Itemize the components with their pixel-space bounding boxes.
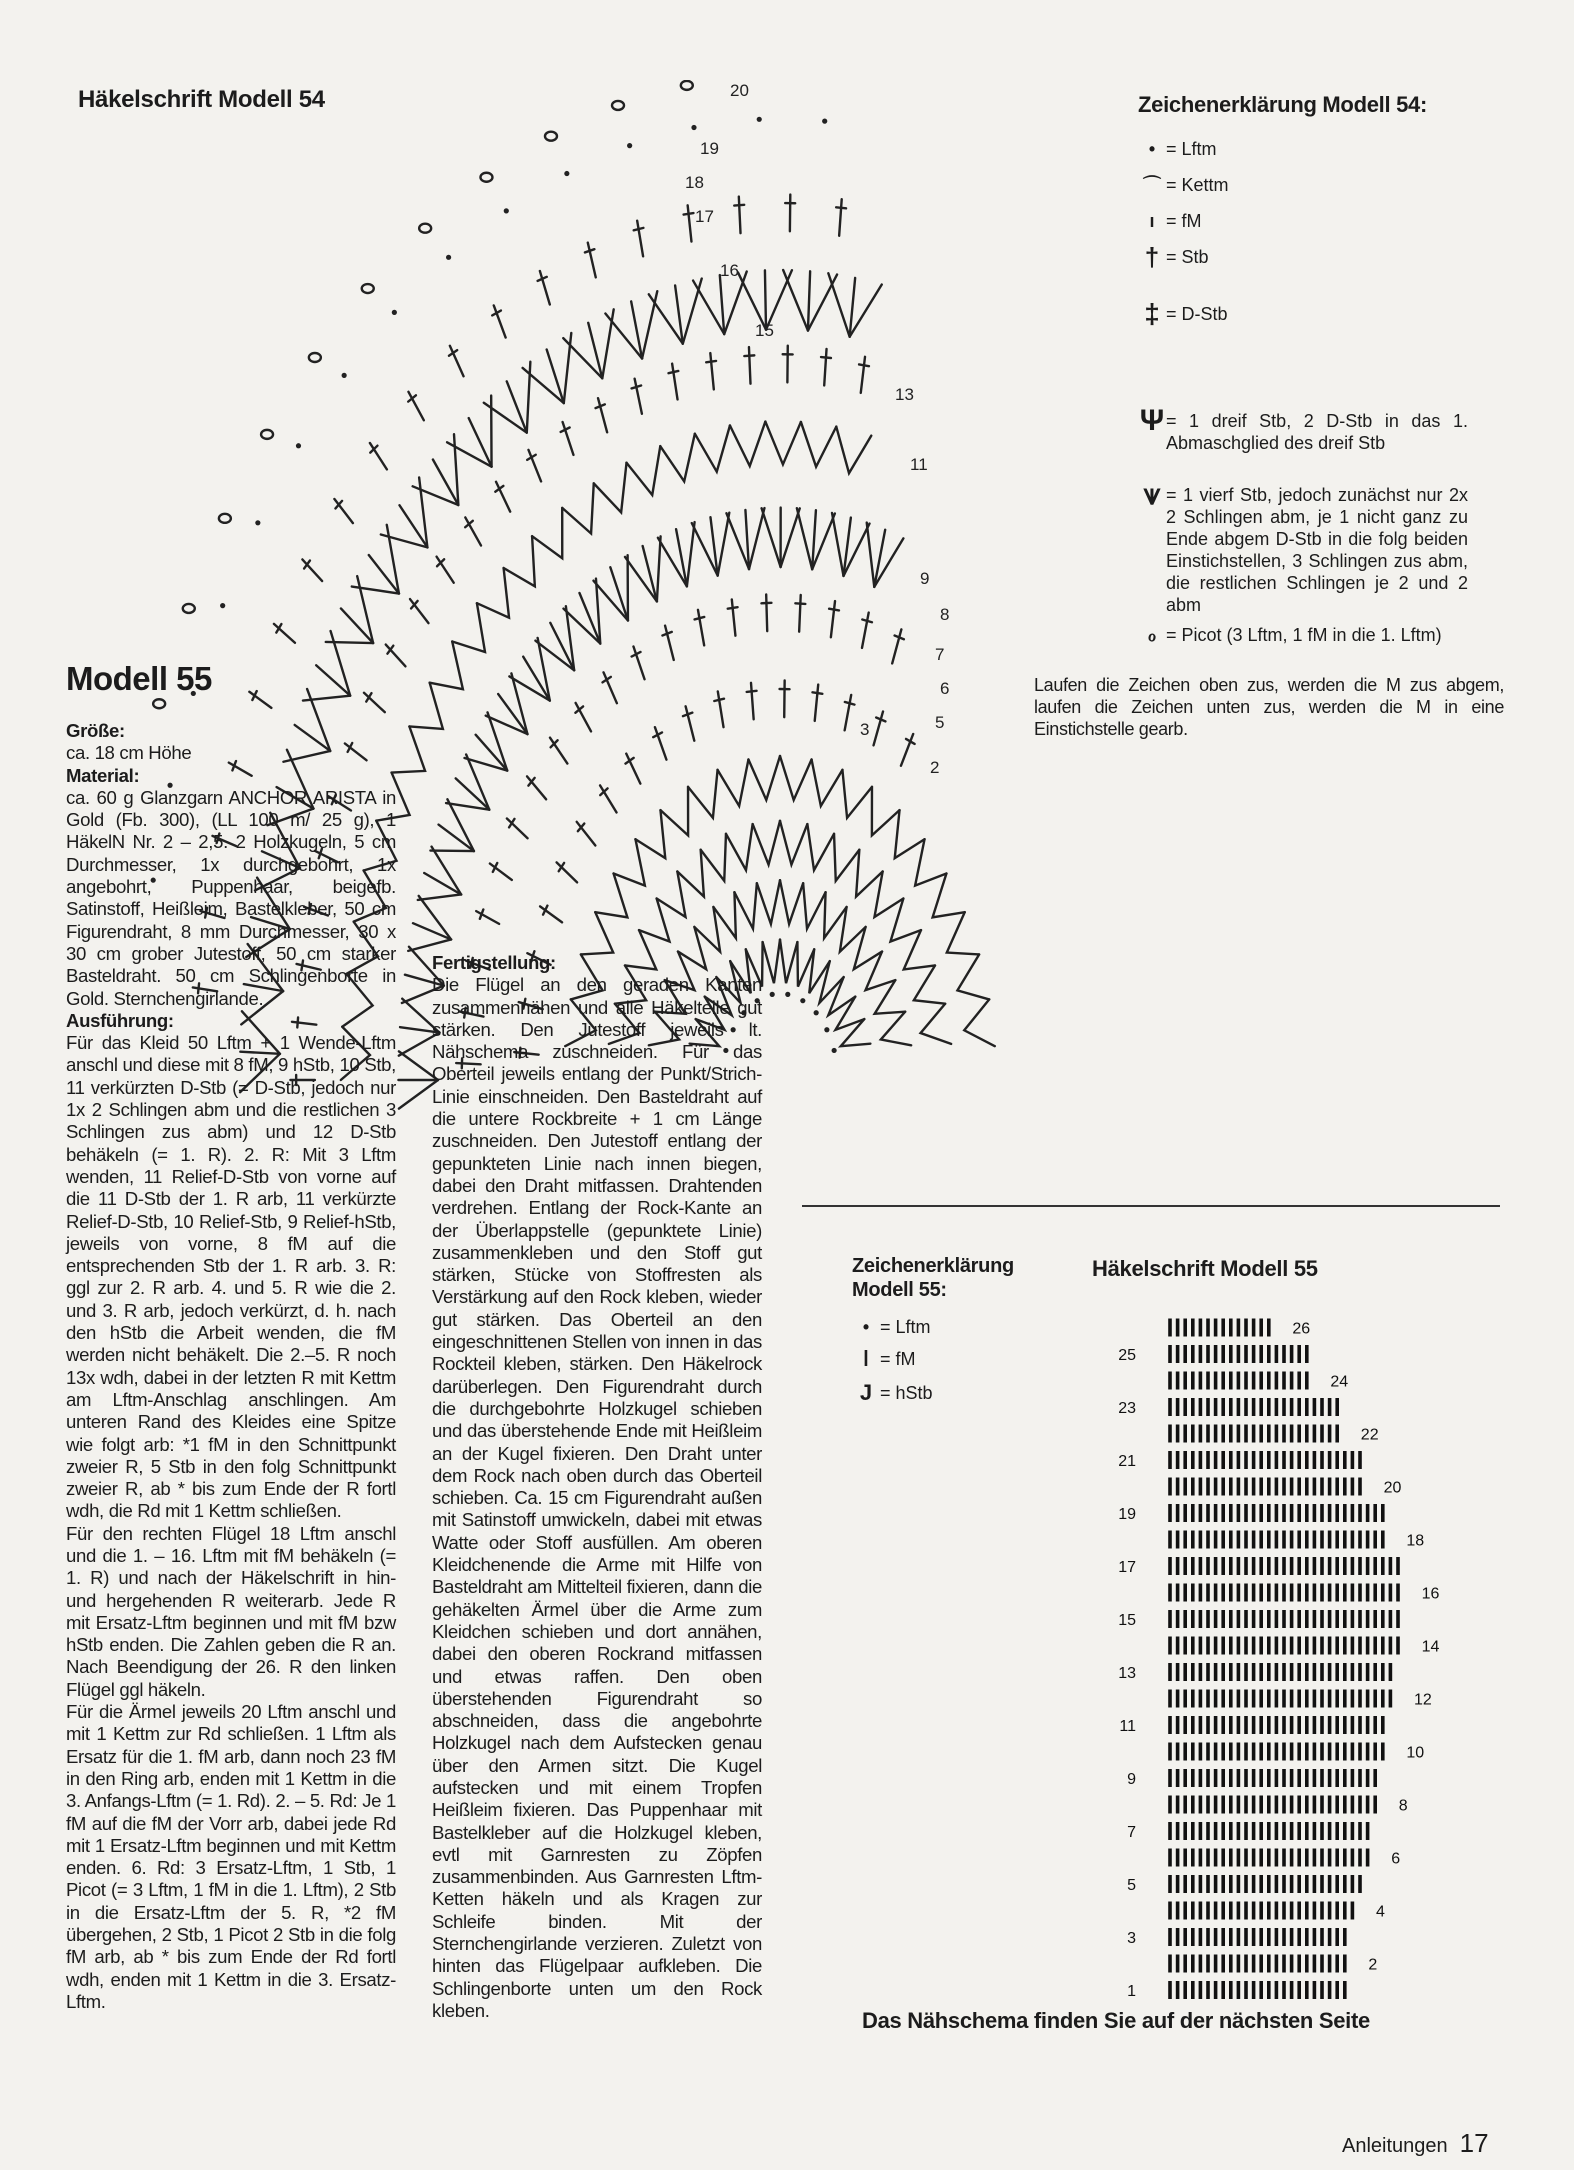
modell-55-title: Modell 55 bbox=[66, 660, 212, 697]
zigzag-stitch bbox=[834, 834, 859, 881]
chart-54-row-number: 13 bbox=[895, 385, 914, 404]
chart-55-row bbox=[1170, 1928, 1345, 1946]
chain-stitch bbox=[757, 117, 762, 122]
footer-note: Das Nähschema finden Sie auf der nächsten Seite bbox=[862, 2008, 1370, 2033]
chart-55-row-number: 12 bbox=[1414, 1691, 1432, 1709]
fan-stitch bbox=[797, 508, 812, 569]
chart-55-row bbox=[1170, 1398, 1337, 1416]
treble-crossbar bbox=[859, 364, 869, 366]
zigzag-stitch bbox=[581, 912, 613, 954]
treble-crossbar bbox=[714, 699, 724, 701]
zigzag-stitch bbox=[872, 787, 900, 836]
fan-stitch bbox=[413, 486, 459, 505]
treble-stitch bbox=[749, 347, 751, 384]
treble-stitch bbox=[334, 499, 352, 523]
chart-55-row bbox=[1170, 1743, 1383, 1761]
material-label: Material: bbox=[66, 764, 140, 786]
chart-55-row-number: 9 bbox=[1127, 1771, 1136, 1788]
treble-stitch bbox=[732, 599, 736, 635]
treble-stitch bbox=[862, 613, 869, 648]
chart-55-title: Häkelschrift Modell 55 bbox=[1092, 1256, 1318, 1281]
legend-54-title: Zeichenerklärung Modell 54: bbox=[1138, 92, 1427, 117]
treble-stitch bbox=[665, 626, 674, 660]
treble-crossbar bbox=[480, 909, 483, 918]
page-number: 17 bbox=[1459, 2128, 1489, 2158]
chart-55-row-number: 22 bbox=[1360, 1426, 1379, 1444]
chart-55-row-number: 16 bbox=[1421, 1585, 1440, 1603]
zigzag-stitch bbox=[726, 824, 753, 870]
treble-crossbar bbox=[684, 213, 694, 215]
treble-stitch bbox=[507, 818, 528, 838]
chart-54-row-number: 17 bbox=[695, 207, 714, 226]
zigzag-stitch bbox=[801, 422, 836, 467]
chart-55-row bbox=[1170, 1451, 1360, 1469]
chart-54-row-number: 18 bbox=[685, 173, 704, 192]
treble-stitch bbox=[718, 691, 724, 727]
chart-55-row-number: 17 bbox=[1118, 1559, 1136, 1576]
zigzag-stitch bbox=[594, 463, 627, 513]
chart-55-row-number: 4 bbox=[1376, 1903, 1385, 1921]
treble-stitch bbox=[710, 353, 713, 389]
treble-crossbar bbox=[585, 249, 594, 252]
zigzag-stitch bbox=[819, 961, 843, 1003]
chart-55-row-number: 18 bbox=[1406, 1532, 1425, 1550]
treble-stitch bbox=[386, 645, 406, 667]
crochet-chart-55 bbox=[1020, 1290, 1520, 2020]
chart-55-row bbox=[1170, 1425, 1337, 1443]
picot-stitch bbox=[480, 173, 492, 182]
fan-stitch bbox=[430, 851, 474, 852]
chart-55-row bbox=[1170, 1557, 1398, 1575]
modell-55-instructions bbox=[66, 720, 396, 2013]
treble-stitch bbox=[845, 695, 852, 730]
zigzag-stitch bbox=[562, 483, 594, 533]
zigzag-stitch bbox=[688, 770, 718, 818]
chart-55-row bbox=[1170, 1637, 1398, 1655]
picot-stitch bbox=[219, 514, 231, 523]
legend-54-item: ⌒ = Kettm bbox=[1143, 175, 1229, 195]
chain-stitch bbox=[832, 1048, 837, 1053]
treble-crossbar bbox=[836, 207, 846, 208]
treble-stitch bbox=[892, 629, 901, 663]
zigzag-stitch bbox=[803, 883, 825, 929]
chart-55-row-number: 1 bbox=[1127, 1983, 1136, 2000]
chart-54-row-number: 11 bbox=[910, 455, 928, 474]
chart-55-row-number: 23 bbox=[1118, 1400, 1136, 1417]
treble-stitch bbox=[672, 364, 677, 400]
zigzag-stitch bbox=[409, 683, 442, 729]
chart-54-row-number: 19 bbox=[700, 139, 719, 158]
chart-55-row bbox=[1170, 1902, 1352, 1920]
chart-55-row bbox=[1170, 1716, 1383, 1734]
treble-stitch bbox=[588, 243, 596, 278]
zigzag-stitch bbox=[828, 977, 855, 1015]
treble-stitch bbox=[600, 785, 617, 812]
ausfuehrung-aermel: Für die Ärmel jeweils 20 Lftm anschl und mit 1 Kettm zur Rd schließen. 1 Lftm als Ersatz für die 1. fM arb, dann noch 23 fM in den Ring arb, enden mit 1 Kettm in die 3. Anfangs-Lftm (= 1. Rd). 2. – 5. Rd: Je 1 fM auf die fM der Vorr arb, dabei jede Rd mit 1 Ersatz-Lftm beginnen und mit Kettm enden. 6. Rd: 3 Ersatz-Lftm, 1 Stb, 1 Picot (= 3 Lftm, 1 fM in die 1. Lftm), 2 Stb in die Ersatz-Lftm der 5. R, *2 fM übergehen, 2 Stb, 1 Picot 2 Stb in die folg fM arb, ab * bis zum Ende der Rd fortl wdh, enden mit 1 Kettm in die 3. Ersatz-Lftm. bbox=[66, 1701, 396, 2012]
chart-55-row-number: 3 bbox=[1127, 1930, 1136, 1947]
groesse-label: Größe: bbox=[66, 720, 125, 741]
legend-54 bbox=[1138, 138, 1508, 658]
zigzag-stitch bbox=[914, 965, 945, 1003]
fan-stitch bbox=[718, 513, 730, 576]
treble-stitch bbox=[686, 706, 695, 740]
treble-stitch bbox=[550, 738, 567, 764]
zigzag-stitch bbox=[866, 952, 896, 991]
zigzag-stitch bbox=[753, 821, 780, 865]
picot-stitch bbox=[261, 430, 273, 439]
zigzag-stitch bbox=[452, 603, 485, 652]
zigzag-stitch bbox=[957, 954, 989, 999]
chart-55-row bbox=[1170, 1955, 1345, 1973]
legend-55-item: • = Lftm bbox=[862, 1317, 931, 1337]
treble-stitch bbox=[557, 862, 578, 882]
zigzag-stitch bbox=[836, 427, 871, 474]
zigzag-stitch bbox=[780, 821, 807, 865]
chain-stitch bbox=[691, 125, 696, 130]
zigzag-stitch bbox=[842, 770, 872, 818]
treble-stitch bbox=[364, 693, 385, 712]
chain-stitch bbox=[785, 992, 790, 997]
zigzag-stitch bbox=[627, 446, 661, 495]
zigzag-stitch bbox=[392, 726, 426, 772]
fan-stitch bbox=[387, 525, 399, 594]
zigzag-stitch bbox=[701, 834, 726, 881]
chart-54-row-number: 9 bbox=[920, 569, 930, 588]
chart-55-row-number: 19 bbox=[1118, 1506, 1136, 1523]
fan-stitch bbox=[657, 536, 661, 601]
fertig-label: Fertigstellung: bbox=[432, 952, 556, 973]
chart-55-row bbox=[1170, 1849, 1368, 1867]
chart-55-row bbox=[1170, 1769, 1375, 1787]
fan-stitch bbox=[720, 275, 724, 334]
chain-stitch bbox=[255, 520, 260, 525]
treble-crossbar bbox=[634, 228, 644, 230]
zigzag-stitch bbox=[660, 787, 688, 836]
fertig-text: Die Flügel an den geraden Kanten zusammennähen und alle Häkelteile gut stärken. Den Jutestoff jeweils lt. Nähschema zuschneiden. Für das Oberteil jeweils entlang der Punkt/Strich-Linie einschneiden. Den Basteldraht auf die untere Rockbreite + 1 cm Länge zuschneiden. Den Jutestoff entlang der gepunkteten Linie nach innen biegen, dabei den Draht mitfassen. Drahtenden verdrehen. Entlang der Rock-Kante an der Überlappstelle (gepunktete Linie) zusammenkleben und den Stoff gut stärken, Stücke von Stoffresten als Verstärkung auf den Rock kleben, wieder gut stärken. Das Oberteil an den eingeschnittenen Stellen von innen in das Rockteil kleben, stärken. Den Häkelrock darüberlegen. Den Figurendraht durch die durchgebohrte Holzkugel schieben und das überstehende Ende mit Heißleim an der Kugel fixieren. Den Draht unter dem Rock nach oben durch das Oberteil schieben. Ca. 15 cm Figurendraht außen mit Satinstoff umwickeln, dabei mit etwas Watte oder Stoff ausfüllen. Am oberen Kleidchenende die Arme mit Hilfe von Basteldraht am Mittelteil fixieren, dann die gehäkelten Ärmel über die Arme zum Kleidchen schieben und dort annähen, dabei den oberen Rockrand mitfassen und etwas raffen. Den oben überstehenden Figurendraht so abschneiden, dass die angebohrte Holzkugel nach dem Aufstecken genau über den Armen sitzt. Die Kugel aufstecken und mit einem Tropfen Heißleim fixieren. Das Puppenhaar mit Bastelkleber auf die Holzkugel kleben, evtl mit Garnresten zu Zöpfen zusammenbinden. Aus Garnresten Lftm-Ketten häkeln und als Kragen zur Schleife binden. Mit der Sternchengirlande verzieren. Zuletzt von hinten das Flügelpaar aufkleben. Die Schlingenborte unten um den Rock kleben. bbox=[432, 974, 762, 2021]
fan-stitch bbox=[433, 460, 458, 506]
legend-54-item: ℴ = Picot (3 Lftm, 1 fM in die 1. Lftm) bbox=[1147, 625, 1442, 645]
fan-stitch bbox=[781, 508, 800, 567]
chart-54-row-number: 16 bbox=[720, 261, 739, 280]
treble-stitch bbox=[831, 601, 835, 637]
chain-stitch bbox=[392, 310, 397, 315]
chart-54-row-number: 3 bbox=[860, 720, 870, 739]
legend-54-item: † = Stb bbox=[1144, 242, 1209, 272]
zigzag-stitch bbox=[504, 536, 535, 586]
treble-crossbar bbox=[744, 355, 754, 356]
chart-55-row bbox=[1170, 1822, 1368, 1840]
treble-stitch bbox=[437, 557, 454, 583]
fan-stitch bbox=[808, 271, 810, 330]
zigzag-stitch bbox=[812, 759, 843, 805]
legend-54-item: • = Lftm bbox=[1148, 139, 1217, 159]
zigzag-stitch bbox=[430, 642, 463, 690]
treble-crossbar bbox=[862, 620, 872, 623]
treble-stitch bbox=[598, 398, 607, 432]
chain-stitch bbox=[296, 443, 301, 448]
zigzag-stitch bbox=[780, 756, 812, 800]
chart-54-row-number: 7 bbox=[935, 645, 945, 664]
legend-55-item: ǀ = fM bbox=[862, 1346, 916, 1371]
treble-crossbar bbox=[728, 607, 738, 608]
fan-stitch bbox=[438, 825, 473, 852]
zigzag-stitch bbox=[915, 839, 946, 885]
chain-stitch bbox=[627, 143, 632, 148]
chart-55-row-number: 14 bbox=[1421, 1638, 1440, 1656]
treble-stitch bbox=[540, 271, 550, 305]
picot-stitch bbox=[419, 224, 431, 233]
chain-stitch bbox=[220, 603, 225, 608]
chart-55-row bbox=[1170, 1504, 1383, 1522]
zigzag-stitch bbox=[895, 810, 925, 858]
treble-stitch bbox=[766, 594, 767, 631]
chain-stitch bbox=[564, 171, 569, 176]
legend-55 bbox=[852, 1316, 1012, 1426]
zigzag-stitch bbox=[734, 883, 756, 929]
chart-55-row bbox=[1170, 1610, 1398, 1628]
legend-55-item: J = hStb bbox=[859, 1380, 933, 1405]
fan-stitch bbox=[693, 281, 724, 335]
ausfuehrung-kleid: Für das Kleid 50 Lftm + 1 Wende-Lftm anschl und diese mit 8 fM, 9 hStb, 10 Stb, 11 verkürzten D-Stb (= D-Stb, jedoch nur 1x 2 Schlingen abm und die restlichen 3 Schlingen zus abm) und 12 D-Stb behäkeln (= 1. R). 2. R: Mit 3 Lftm wenden, 11 Relief-D-Stb von vorne auf die 11 D-Stb der 1. R arb, 11 verkürzte Relief-D-Stb, 10 Relief-Stb, 9 Relief-hStb, jeweils von vorne, 8 fM auf die entsprechenden Stb der 1. R arb. 3. R: ggl zur 2. R arb. 4. und 5. R wie die 2. und 3. R arb, jedoch verkürzt, d. h. nach den hStb die Arbeit wenden, die fM werden nicht behäkelt. Die 2.–5. R noch 13x wdh, dabei in der letzten R mit Kettm am Lftm-Anschlag anschlingen. Am unteren Rand des Kleides eine Spitze wie folgt arb: *1 fM in den Schnittpunkt zweier R, 5 Stb in den folg Schnittpunkt zweier R, ab * bis zum Ende der R fortl wdh, die Rd mit 1 Kettm schließen. bbox=[66, 1032, 396, 1522]
treble-stitch bbox=[861, 357, 865, 393]
fan-stitch bbox=[783, 270, 808, 331]
chart-55-row-number: 8 bbox=[1398, 1797, 1408, 1815]
zigzag-stitch bbox=[595, 873, 627, 917]
fan-stitch bbox=[867, 523, 875, 587]
zigzag-stitch bbox=[614, 839, 645, 885]
legend-54-item: ‡ = D-Stb bbox=[1144, 298, 1228, 329]
treble-crossbar bbox=[632, 385, 642, 388]
zigzag-stitch bbox=[757, 880, 780, 924]
chart-55-row bbox=[1170, 1531, 1383, 1549]
zigzag-stitch bbox=[718, 759, 749, 805]
fan-stitch bbox=[828, 273, 849, 336]
treble-crossbar bbox=[662, 632, 671, 636]
treble-stitch bbox=[688, 205, 692, 241]
chart-55-row-number: 2 bbox=[1368, 1956, 1378, 1974]
chart-54-title: Häkelschrift Modell 54 bbox=[78, 86, 325, 113]
picot-stitch bbox=[681, 81, 693, 90]
zigzag-stitch bbox=[921, 1004, 952, 1044]
chart-55-row-number: 24 bbox=[1330, 1373, 1349, 1391]
chart-55-row-number: 7 bbox=[1127, 1824, 1136, 1841]
zigzag-stitch bbox=[763, 940, 780, 984]
fan-stitch bbox=[432, 847, 462, 895]
zigzag-stitch bbox=[660, 434, 695, 482]
chart-54-row-number: 8 bbox=[940, 605, 950, 624]
chart-54-row-number: 5 bbox=[935, 713, 945, 732]
treble-crossbar bbox=[669, 371, 679, 373]
treble-crossbar bbox=[829, 609, 839, 611]
treble-crossbar bbox=[845, 702, 855, 705]
picot-stitch bbox=[545, 132, 557, 141]
chart-55-row bbox=[1170, 1584, 1398, 1602]
treble-stitch bbox=[874, 711, 883, 745]
chart-55-row-number: 11 bbox=[1119, 1718, 1136, 1735]
chart-55-row bbox=[1170, 1981, 1345, 1999]
chart-55-row-number: 25 bbox=[1118, 1347, 1136, 1364]
chart-55-row-number: 20 bbox=[1383, 1479, 1402, 1497]
zigzag-stitch bbox=[881, 1012, 911, 1046]
treble-stitch bbox=[839, 199, 842, 236]
chain-stitch bbox=[814, 1010, 819, 1015]
fan-stitch bbox=[408, 939, 451, 950]
fan-stitch bbox=[326, 642, 373, 643]
legend-54-item: ⩛ = 1 vierf Stb, jedoch zunächst nur 2x 2 Schlingen abm, je 1 nicht ganz zu Ende abgem D-Stb in die folg beiden Einstichstellen, 3 Schlingen zus abm, die restlichen Schlingen je 2 und 2 abm bbox=[1143, 478, 1468, 615]
treble-stitch bbox=[739, 197, 741, 234]
picot-stitch bbox=[362, 284, 374, 293]
chart-55-row bbox=[1170, 1875, 1360, 1893]
chart-55-row-number: 15 bbox=[1118, 1612, 1136, 1629]
chain-stitch bbox=[342, 373, 347, 378]
chart-55-row-number: 5 bbox=[1127, 1877, 1136, 1894]
chain-stitch bbox=[824, 1027, 829, 1032]
ausfuehrung-label: Ausführung: bbox=[66, 1009, 174, 1031]
treble-stitch bbox=[577, 822, 596, 846]
treble-crossbar bbox=[795, 603, 805, 604]
chart-55-row-number: 10 bbox=[1406, 1744, 1425, 1762]
fan-stitch bbox=[352, 587, 399, 594]
picot-stitch bbox=[183, 604, 195, 613]
chart-55-row bbox=[1170, 1345, 1307, 1363]
legend-54-item: Ψ = 1 dreif Stb, 2 D-Stb in das 1. Abmaschglied des dreif Stb bbox=[1139, 404, 1468, 453]
zigzag-stitch bbox=[477, 568, 509, 618]
zigzag-stitch bbox=[780, 880, 803, 924]
treble-crossbar bbox=[683, 713, 692, 717]
zigzag-stitch bbox=[933, 873, 965, 917]
picot-stitch bbox=[153, 699, 165, 708]
chart-54-row-number: 6 bbox=[940, 679, 950, 698]
zigzag-stitch bbox=[532, 508, 562, 558]
chart-55-row bbox=[1170, 1319, 1269, 1337]
chart-54-row-number: 20 bbox=[730, 81, 749, 100]
chart-55-row-number: 13 bbox=[1118, 1665, 1136, 1682]
zigzag-stitch bbox=[964, 999, 995, 1046]
chain-stitch bbox=[800, 998, 805, 1003]
treble-stitch bbox=[799, 595, 801, 632]
chain-stitch bbox=[822, 119, 827, 124]
fan-stitch bbox=[832, 513, 843, 576]
zigzag-stitch bbox=[748, 756, 780, 800]
zigzag-stitch bbox=[730, 422, 765, 467]
picot-stitch bbox=[612, 101, 624, 110]
treble-stitch bbox=[410, 599, 429, 623]
treble-stitch bbox=[302, 559, 322, 581]
chart-55-row bbox=[1170, 1372, 1307, 1390]
material-text: ca. 60 g Glanzgarn ANCHOR ARISTA in Gold (Fb. 300), (LL 100 m/ 25 g), 1 HäkelN Nr. 2 – 2,5. 2 Holzkugeln, 5 cm Durchmesser, 1x durchgebohrt, 1x angebohrt, Puppenhaar, beigefb. Satinstoff, Heißleim, Bastelkleber, 50 cm Figurendraht, 8 mm Durchmesser, 30 x 30 cm grober Jutestoff, 50 cm starker Basteldraht. 50 cm Schlingenborte in Gold. Sternchengirlande. bbox=[66, 786, 396, 1009]
footer-section: Anleitungen bbox=[1342, 2135, 1448, 2157]
zigzag-stitch bbox=[635, 810, 665, 858]
treble-stitch bbox=[637, 221, 643, 257]
groesse-text: ca. 18 cm Höhe bbox=[66, 742, 192, 764]
zigzag-stitch bbox=[947, 912, 979, 954]
chart-55-row bbox=[1170, 1796, 1375, 1814]
zigzag-stitch bbox=[765, 422, 801, 465]
treble-stitch bbox=[751, 683, 754, 720]
chart-55-row-number: 26 bbox=[1292, 1320, 1311, 1338]
treble-stitch bbox=[824, 349, 826, 386]
fan-stitch bbox=[602, 309, 613, 378]
chart-54-row-number: 15 bbox=[755, 321, 774, 340]
chart-55-row bbox=[1170, 1663, 1390, 1681]
section-divider bbox=[802, 1205, 1500, 1207]
treble-stitch bbox=[527, 776, 546, 799]
legend-55-title: Zeichenerklärung Modell 55: bbox=[852, 1255, 1014, 1301]
chain-stitch bbox=[770, 992, 775, 997]
chain-stitch bbox=[446, 255, 451, 260]
fan-stitch bbox=[418, 894, 461, 899]
fan-stitch bbox=[762, 508, 781, 567]
treble-stitch bbox=[370, 443, 387, 469]
fan-stitch bbox=[454, 434, 458, 505]
treble-stitch bbox=[635, 379, 642, 414]
chart-55-row bbox=[1170, 1478, 1360, 1496]
treble-crossbar bbox=[747, 691, 757, 692]
chart-55-row-number: 21 bbox=[1118, 1453, 1136, 1470]
zigzag-stitch bbox=[780, 940, 797, 984]
fan-stitch bbox=[610, 567, 628, 620]
fan-stitch bbox=[749, 508, 764, 569]
treble-stitch bbox=[563, 422, 574, 455]
treble-stitch bbox=[698, 610, 704, 646]
legend-54-note: Laufen die Zeichen oben zus, werden die M zus abgem, laufen die Zeichen unten zus, werden die M in eine Einstichstelle gearb. bbox=[1034, 675, 1504, 739]
treble-crossbar bbox=[706, 361, 716, 362]
picot-stitch bbox=[309, 353, 321, 362]
chain-stitch bbox=[504, 208, 509, 213]
legend-54-item: ı = fM bbox=[1149, 211, 1202, 231]
zigzag-stitch bbox=[807, 824, 834, 870]
chart-54-row-number: 2 bbox=[930, 758, 940, 777]
treble-crossbar bbox=[734, 205, 744, 206]
treble-crossbar bbox=[812, 692, 822, 693]
page-footer bbox=[1342, 2128, 1489, 2159]
zigzag-stitch bbox=[695, 425, 730, 471]
chart-55-row-number: 6 bbox=[1391, 1850, 1401, 1868]
treble-stitch bbox=[815, 685, 819, 721]
fan-stitch bbox=[687, 522, 695, 586]
chart-55-row bbox=[1170, 1690, 1390, 1708]
treble-crossbar bbox=[695, 617, 705, 620]
fertigstellung-section bbox=[432, 952, 762, 2022]
treble-crossbar bbox=[821, 357, 831, 358]
ausfuehrung-fluegel: Für den rechten Flügel 18 Lftm anschl und die 1. – 16. Lftm mit fM behäkeln (= 1. R) und nach der Häkelschrift in hin- und hergehenden R weiterarb. Jede R mit Ersatz-Lftm beginnen und mit fM bzw hStb enden. Die Zahlen geben die R an. Nach Beendigung der 26. R den linken Flügel ggl häkeln. bbox=[66, 1522, 396, 1700]
